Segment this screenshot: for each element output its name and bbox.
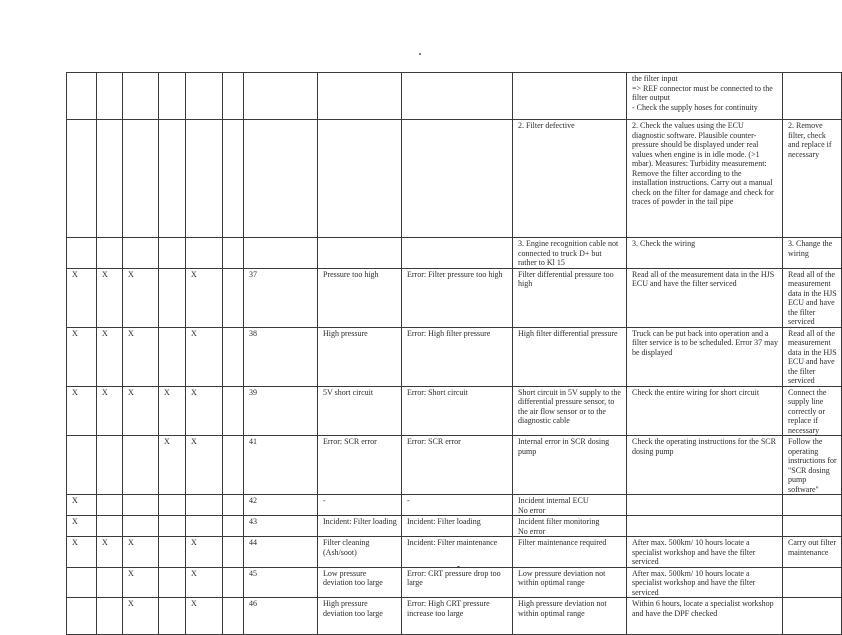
mark-cell: X bbox=[67, 327, 97, 386]
table-row bbox=[67, 120, 842, 238]
mark-cell bbox=[97, 73, 123, 120]
mark-cell: X bbox=[67, 537, 97, 568]
mark-cell bbox=[186, 516, 223, 537]
mark-cell: X bbox=[67, 268, 97, 327]
error-code-cell: 43 bbox=[244, 516, 318, 537]
mark-cell: X bbox=[123, 598, 159, 635]
message-cell bbox=[402, 120, 513, 238]
mark-cell bbox=[97, 567, 123, 598]
error-code-cell: 38 bbox=[244, 327, 318, 386]
message-cell bbox=[402, 238, 513, 269]
fault-cell bbox=[318, 73, 402, 120]
error-code-cell: 37 bbox=[244, 268, 318, 327]
mark-cell bbox=[123, 436, 159, 495]
message-cell: Error: High filter pressure bbox=[402, 327, 513, 386]
mark-cell bbox=[186, 120, 223, 238]
error-code-cell: 39 bbox=[244, 386, 318, 436]
fault-cell: Error: SCR error bbox=[318, 436, 402, 495]
message-cell: Error: SCR error bbox=[402, 436, 513, 495]
message-cell: - bbox=[402, 495, 513, 516]
table-row bbox=[67, 327, 842, 386]
mark-cell: X bbox=[67, 386, 97, 436]
mark-cell: X bbox=[123, 386, 159, 436]
message-cell: Error: High CRT pressure increase too large bbox=[402, 598, 513, 635]
message-cell: Incident: Filter maintenance bbox=[402, 537, 513, 568]
cause-cell: Internal error in SCR dosing pump bbox=[513, 436, 627, 495]
fault-cell: Filter cleaning (Ash/soot) bbox=[318, 537, 402, 568]
mark-cell bbox=[67, 73, 97, 120]
cause-cell: Filter differential pressure too high bbox=[513, 268, 627, 327]
mark-cell bbox=[97, 436, 123, 495]
action-cell bbox=[783, 73, 842, 120]
mark-cell bbox=[159, 567, 186, 598]
mark-cell bbox=[123, 73, 159, 120]
message-cell: Incident: Filter loading bbox=[402, 516, 513, 537]
action-cell bbox=[783, 495, 842, 516]
mark-cell bbox=[223, 598, 244, 635]
cause-cell: High pressure deviation not within optimal range bbox=[513, 598, 627, 635]
mark-cell bbox=[223, 495, 244, 516]
message-cell: Error: Short circuit bbox=[402, 386, 513, 436]
mark-cell bbox=[223, 436, 244, 495]
table-row bbox=[67, 386, 842, 436]
mark-cell: X bbox=[186, 268, 223, 327]
fault-cell bbox=[318, 120, 402, 238]
cause-cell bbox=[513, 73, 627, 120]
mark-cell bbox=[67, 567, 97, 598]
mark-cell: X bbox=[67, 495, 97, 516]
table-row bbox=[67, 537, 842, 568]
error-code-cell: 46 bbox=[244, 598, 318, 635]
mark-cell bbox=[159, 73, 186, 120]
check-cell: Within 6 hours, locate a specialist workshop and have the DPF checked bbox=[627, 598, 783, 635]
mark-cell bbox=[223, 567, 244, 598]
cause-cell: 3. Engine recognition cable not connected to truck D+ but rather to Kl 15 bbox=[513, 238, 627, 269]
fault-cell: Low pressure deviation too large bbox=[318, 567, 402, 598]
mark-cell bbox=[186, 238, 223, 269]
mark-cell: X bbox=[123, 537, 159, 568]
mark-cell bbox=[97, 598, 123, 635]
check-cell: 2. Check the values using the ECU diagnostic software. Plausible counter-pressure should be displayed under real values when engine is in idle mode. (>1 mbar). Measures: Turbidity measurement: Remove the filter according to the installation instructions. Carry out a manual check on the filter for damage and check for traces of powder in the tail pipe bbox=[627, 120, 783, 238]
mark-cell bbox=[223, 120, 244, 238]
mark-cell bbox=[223, 268, 244, 327]
error-code-cell bbox=[244, 73, 318, 120]
mark-cell bbox=[223, 537, 244, 568]
message-cell: Error: CRT pressure drop too large bbox=[402, 567, 513, 598]
mark-cell bbox=[67, 436, 97, 495]
mark-cell bbox=[67, 598, 97, 635]
action-cell: 2. Remove filter, check and replace if necessary bbox=[783, 120, 842, 238]
action-cell: Follow the operating instructions for "SCR dosing pump software" bbox=[783, 436, 842, 495]
mark-cell: X bbox=[97, 537, 123, 568]
mark-cell: X bbox=[159, 436, 186, 495]
mark-cell: X bbox=[123, 327, 159, 386]
mark-cell bbox=[159, 120, 186, 238]
table-row bbox=[67, 238, 842, 269]
cause-cell: 2. Filter defective bbox=[513, 120, 627, 238]
action-cell bbox=[783, 567, 842, 598]
message-cell bbox=[402, 73, 513, 120]
error-code-cell: 44 bbox=[244, 537, 318, 568]
cause-cell: Short circuit in 5V supply to the differential pressure sensor, to the air flow sensor or to the diagnostic cable bbox=[513, 386, 627, 436]
action-cell: Read all of the measurement data in the HJS ECU and have the filter serviced bbox=[783, 327, 842, 386]
cause-cell: Incident internal ECU No error bbox=[513, 495, 627, 516]
check-cell: Read all of the measurement data in the HJS ECU and have the filter serviced bbox=[627, 268, 783, 327]
mark-cell bbox=[123, 120, 159, 238]
fault-cell: High pressure bbox=[318, 327, 402, 386]
cause-cell: Incident filter monitoring No error bbox=[513, 516, 627, 537]
mark-cell: X bbox=[186, 436, 223, 495]
check-cell: Truck can be put back into operation and a filter service is to be scheduled. Error 37 may be displayed bbox=[627, 327, 783, 386]
mark-cell bbox=[97, 516, 123, 537]
mark-cell bbox=[123, 495, 159, 516]
mark-cell: X bbox=[123, 268, 159, 327]
mark-cell: X bbox=[97, 386, 123, 436]
mark-cell bbox=[123, 238, 159, 269]
mark-cell: X bbox=[186, 598, 223, 635]
action-cell bbox=[783, 598, 842, 635]
check-cell: After max. 500km/ 10 hours locate a specialist workshop and have the filter serviced bbox=[627, 567, 783, 598]
mark-cell: X bbox=[186, 327, 223, 386]
cause-cell: Filter maintenance required bbox=[513, 537, 627, 568]
mark-cell bbox=[223, 327, 244, 386]
mark-cell: X bbox=[97, 268, 123, 327]
mark-cell bbox=[97, 495, 123, 516]
fault-cell: High pressure deviation too large bbox=[318, 598, 402, 635]
table-row bbox=[67, 495, 842, 516]
mark-cell bbox=[159, 537, 186, 568]
mark-cell: X bbox=[67, 516, 97, 537]
action-cell bbox=[783, 516, 842, 537]
message-cell: Error: Filter pressure too high bbox=[402, 268, 513, 327]
fault-cell: 5V short circuit bbox=[318, 386, 402, 436]
error-code-cell bbox=[244, 238, 318, 269]
mark-cell bbox=[67, 120, 97, 238]
action-cell: Read all of the measurement data in the HJS ECU and have the filter serviced bbox=[783, 268, 842, 327]
mark-cell bbox=[159, 495, 186, 516]
mark-cell bbox=[67, 238, 97, 269]
check-cell: the filter input => REF connector must be connected to the filter output - Check the supply hoses for continuity bbox=[627, 73, 783, 120]
check-cell: 3. Check the wiring bbox=[627, 238, 783, 269]
cause-cell: High filter differential pressure bbox=[513, 327, 627, 386]
cause-cell: Low pressure deviation not within optimal range bbox=[513, 567, 627, 598]
mark-cell: X bbox=[186, 537, 223, 568]
mark-cell bbox=[186, 495, 223, 516]
mark-cell: X bbox=[159, 386, 186, 436]
mark-cell: X bbox=[186, 567, 223, 598]
check-cell bbox=[627, 495, 783, 516]
action-cell: Connect the supply line correctly or replace if necessary bbox=[783, 386, 842, 436]
mark-cell: X bbox=[186, 386, 223, 436]
mark-cell bbox=[159, 516, 186, 537]
table-body bbox=[67, 73, 842, 635]
fault-cell: Incident: Filter loading bbox=[318, 516, 402, 537]
table-row bbox=[67, 516, 842, 537]
table-row bbox=[67, 598, 842, 635]
mark-cell bbox=[223, 516, 244, 537]
mark-cell bbox=[159, 327, 186, 386]
table-row bbox=[67, 567, 842, 598]
check-cell: Check the entire wiring for short circuit bbox=[627, 386, 783, 436]
fault-cell: Pressure too high bbox=[318, 268, 402, 327]
table-row bbox=[67, 268, 842, 327]
mark-cell: X bbox=[123, 567, 159, 598]
mark-cell bbox=[159, 238, 186, 269]
table-row bbox=[67, 73, 842, 120]
check-cell: Check the operating instructions for the SCR dosing pump bbox=[627, 436, 783, 495]
mark-cell bbox=[97, 238, 123, 269]
check-cell bbox=[627, 516, 783, 537]
diagnostic-error-table bbox=[66, 72, 842, 635]
table-row bbox=[67, 436, 842, 495]
error-code-cell: 45 bbox=[244, 567, 318, 598]
action-cell: 3. Change the wiring bbox=[783, 238, 842, 269]
error-code-cell: 42 bbox=[244, 495, 318, 516]
error-code-cell bbox=[244, 120, 318, 238]
mark-cell bbox=[159, 268, 186, 327]
mark-cell bbox=[186, 73, 223, 120]
action-cell: Carry out filter maintenance bbox=[783, 537, 842, 568]
mark-cell bbox=[223, 238, 244, 269]
mark-cell bbox=[97, 120, 123, 238]
mark-cell bbox=[223, 386, 244, 436]
mark-cell bbox=[159, 598, 186, 635]
mark-cell bbox=[123, 516, 159, 537]
mark-cell bbox=[223, 73, 244, 120]
check-cell: After max. 500km/ 10 hours locate a specialist workshop and have the filter serviced bbox=[627, 537, 783, 568]
error-code-cell: 41 bbox=[244, 436, 318, 495]
scan-speck bbox=[419, 53, 421, 55]
mark-cell: X bbox=[97, 327, 123, 386]
fault-cell: - bbox=[318, 495, 402, 516]
fault-cell bbox=[318, 238, 402, 269]
